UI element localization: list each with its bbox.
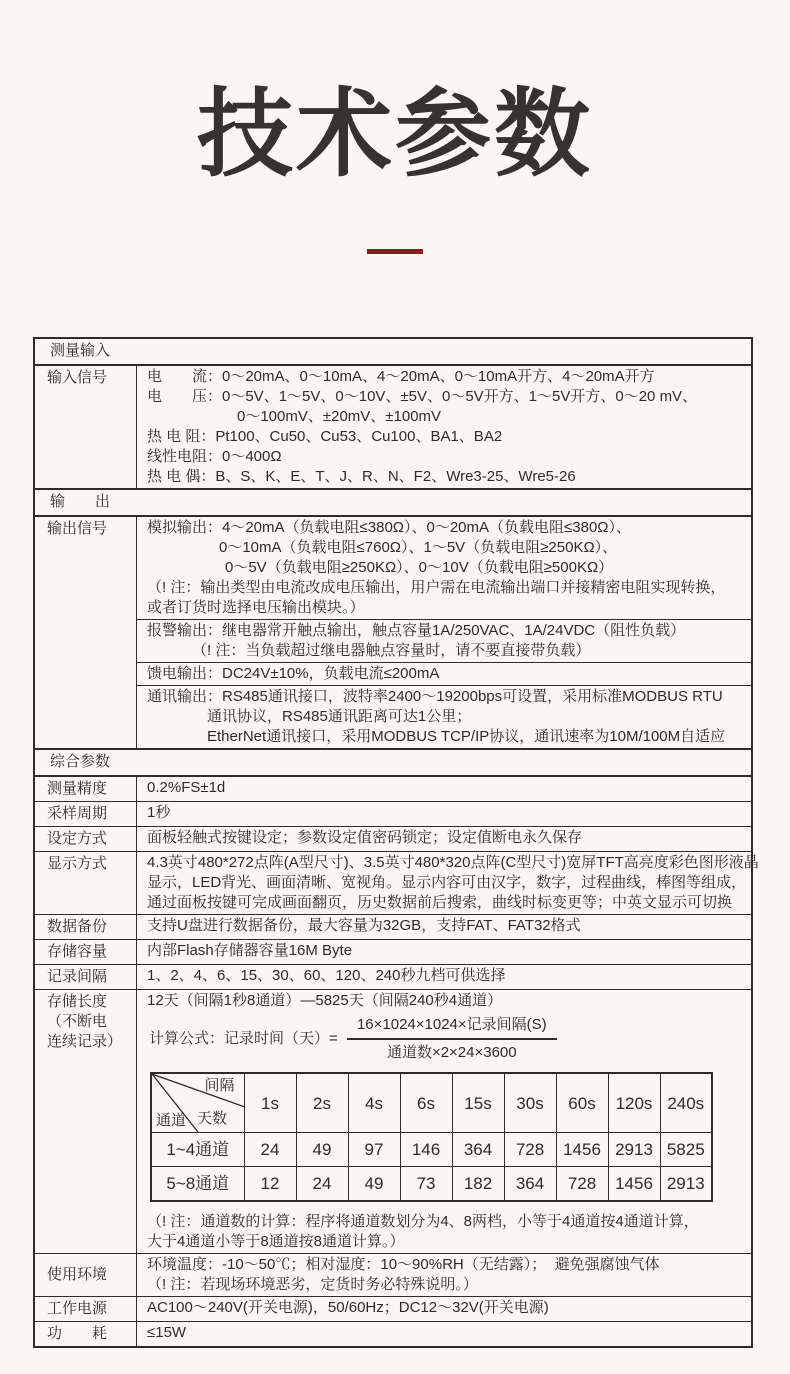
spec-row (35, 826, 751, 851)
row-label-line: 使用环境 (47, 1266, 108, 1283)
row-label (35, 366, 137, 488)
grid-header-row (151, 1073, 712, 1133)
spec-text-line: 热 电 阻：Pt100、Cu50、Cu53、Cu100、BA1、BA2 (147, 428, 503, 445)
spec-text-line: 内部Flash存储器容量16M Byte (147, 942, 353, 959)
grid-interval-cell: 15s (452, 1073, 504, 1133)
spec-text-line: 模拟输出：4～20mA（负载电阻≤380Ω）、0～20mA（负载电阻≤380Ω）、 (147, 519, 632, 536)
spec-text-line: 电 压：0～5V、1～5V、0～10V、±5V、0～5V开方、1～5V开方、0～20 mV、 (147, 388, 698, 405)
row-label (35, 1297, 137, 1321)
row-label-line: 测量精度 (47, 780, 108, 797)
content-block (137, 802, 751, 824)
grid-day-cell: 97 (348, 1133, 400, 1167)
spec-row (35, 989, 751, 1253)
fraction-denominator: 通道数×2×24×3600 (386, 1044, 517, 1061)
spec-row (35, 851, 759, 914)
content-block (137, 517, 751, 619)
grid-corner-cell (151, 1073, 244, 1133)
grid-interval-cell: 2s (296, 1073, 348, 1133)
spec-text-line: 12天（间隔1秒8通道）—5825天（间隔240秒4通道） (147, 992, 503, 1009)
spec-text-line: 1秒 (147, 804, 171, 821)
row-label (35, 1322, 137, 1346)
row-content (137, 777, 751, 801)
grid-interval-cell: 240s (660, 1073, 712, 1133)
spec-text-line: 通讯协议，RS485通讯距离可达1公里； (207, 708, 472, 725)
row-label-line: 连续记录） (47, 1033, 123, 1050)
spec-text-line: 环境温度：-10～50℃；相对湿度：10～90%RH（无结露）； 避免强腐蚀气体 (147, 1256, 660, 1273)
row-content (137, 1322, 751, 1346)
spec-row (35, 1253, 751, 1296)
grid-interval-cell: 120s (608, 1073, 660, 1133)
corner-label-interval: 间隔 (204, 1077, 235, 1094)
row-content (137, 366, 751, 488)
content-block (137, 662, 751, 685)
row-label (35, 915, 137, 939)
corner-label-channel: 通道 (156, 1112, 187, 1129)
section-row (35, 488, 751, 515)
spec-text-line: 0～5V（负载电阻≥250KΩ）、0～10V（负载电阻≥500KΩ） (225, 559, 614, 576)
row-label-line: 工作电源 (47, 1300, 108, 1317)
spec-text-line: 线性电阻：0～400Ω (147, 448, 282, 465)
content-block (137, 990, 751, 1253)
section-row (35, 339, 751, 364)
row-label-line: 存储容量 (47, 943, 108, 960)
grid-day-cell: 24 (244, 1133, 296, 1167)
spec-row (35, 1296, 751, 1321)
spec-row (35, 1321, 751, 1346)
row-content (137, 827, 751, 851)
spec-text-line: 0～10mA（负载电阻≤760Ω）、1～5V（负载电阻≥250KΩ）、 (219, 539, 618, 556)
grid-interval-cell: 1s (244, 1073, 296, 1133)
spec-text-line: 或者订货时选择电压输出模块。） (147, 599, 365, 616)
spec-row (35, 515, 751, 748)
spec-row (35, 964, 751, 989)
row-content (137, 1254, 751, 1296)
spec-text-line: 通讯输出：RS485通讯接口，波特率2400～19200bps可设置，采用标准MODBUS RTU (147, 688, 723, 705)
content-block (137, 940, 751, 962)
row-label (35, 517, 137, 748)
grid-row-label: 5~8通道 (151, 1167, 244, 1202)
grid-day-cell: 2913 (608, 1133, 660, 1167)
content-block (137, 366, 751, 488)
spec-table (33, 337, 759, 1348)
spec-text-line: （! 注：若现场环境恶劣，定货时务必特殊说明。） (147, 1276, 478, 1293)
row-content (137, 802, 751, 826)
row-label (35, 990, 137, 1253)
row-label (35, 940, 137, 964)
row-content (137, 517, 751, 748)
row-label-line: 输出信号 (47, 520, 108, 537)
spec-row (35, 939, 751, 964)
grid-day-cell: 364 (452, 1133, 504, 1167)
content-block (137, 1322, 751, 1344)
corner-label-days: 天数 (197, 1110, 228, 1127)
section-row (35, 748, 751, 775)
spec-row (35, 801, 751, 826)
row-content (137, 1297, 751, 1321)
grid-day-cell: 49 (296, 1133, 348, 1167)
grid-day-cell: 1456 (608, 1167, 660, 1202)
grid-day-cell: 182 (452, 1167, 504, 1202)
row-content (137, 990, 751, 1253)
row-label-line: 设定方式 (47, 830, 108, 847)
content-block (137, 915, 751, 937)
row-label-line: 记录间隔 (47, 968, 108, 985)
row-label (35, 965, 137, 989)
row-label-line: 数据备份 (47, 918, 108, 935)
spec-text-line: AC100～240V(开关电源)，50/60Hz；DC12～32V(开关电源) (147, 1299, 549, 1316)
fraction-numerator: 16×1024×1024×记录间隔(S) (347, 1015, 557, 1040)
content-block (137, 827, 751, 849)
grid-day-cell: 5825 (660, 1133, 712, 1167)
row-label-line: 功 耗 (47, 1325, 108, 1342)
spec-row (35, 914, 751, 939)
content-block (137, 965, 751, 987)
spec-text-line: 报警输出：继电器常开触点输出，触点容量1A/250VAC、1A/24VDC（阻性负载） (147, 622, 686, 639)
row-label (35, 802, 137, 826)
grid-day-cell: 728 (504, 1133, 556, 1167)
spec-text-line: 馈电输出：DC24V±10%，负载电流≤200mA (147, 665, 440, 682)
storage-formula (137, 1011, 751, 1067)
spec-text-line: 0～100mV、±20mV、±100mV (237, 408, 442, 425)
grid-data-row (151, 1167, 712, 1202)
spec-text-line: 显示，LED背光、画面清晰、宽视角。显示内容可由汉字，数字，过程曲线，棒图等组成， (147, 874, 747, 891)
row-label (35, 777, 137, 801)
content-block (137, 1297, 751, 1319)
grid-day-cell: 728 (556, 1167, 608, 1202)
spec-text-line: 4.3英寸480*272点阵(A型尺寸)、3.5英寸480*320点阵(C型尺寸)宽屏TFT高亮度彩色图形液晶 (147, 854, 759, 871)
grid-day-cell: 12 (244, 1167, 296, 1202)
spec-text-line: 大于4通道小等于8通道按8通道计算。） (147, 1233, 405, 1250)
row-content (137, 940, 751, 964)
row-label (35, 1254, 137, 1296)
formula-prefix: 计算公式：记录时间（天）= (149, 1030, 342, 1047)
content-block (137, 1254, 751, 1296)
row-label-line: 存储长度 (47, 993, 108, 1010)
grid-interval-cell: 4s (348, 1073, 400, 1133)
row-content (137, 915, 751, 939)
grid-interval-cell: 60s (556, 1073, 608, 1133)
spec-text-line: 热 电 偶：B、S、K、E、T、J、R、N、F2、Wre3-25、Wre5-26 (147, 468, 576, 485)
spec-text-line: （! 注：输出类型由电流改成电压输出，用户需在电流输出端口并接精密电阻实现转换， (147, 579, 726, 596)
spec-text-line: 支持U盘进行数据备份，最大容量为32GB，支持FAT、FAT32格式 (147, 917, 581, 934)
spec-text-line: 0.2%FS±1d (147, 779, 226, 796)
grid-row-label: 1~4通道 (151, 1133, 244, 1167)
spec-text-line: 电 流：0～20mA、0～10mA、4～20mA、0～10mA开方、4～20mA开方 (147, 368, 655, 385)
row-content (137, 965, 751, 989)
spec-row (35, 775, 751, 801)
spec-text-line: ≤15W (147, 1324, 187, 1341)
storage-days-table (150, 1072, 713, 1202)
content-block (137, 685, 751, 748)
spec-text-line: EtherNet通讯接口，采用MODBUS TCP/IP协议，通讯速率为10M/100M自适应 (207, 728, 726, 745)
row-label (35, 827, 137, 851)
page-title: 技术参数 (197, 81, 593, 188)
content-block (137, 852, 759, 914)
grid-day-cell: 49 (348, 1167, 400, 1202)
grid-day-cell: 2913 (660, 1167, 712, 1202)
spec-text-line: 1、2、4、6、15、30、60、120、240秒九档可供选择 (147, 967, 506, 984)
spec-text-line: （! 注：通道数的计算：程序将通道数划分为4、8两档，小等于4通道按4通道计算， (147, 1213, 699, 1230)
spec-row (35, 364, 751, 488)
row-label-line: 采样周期 (47, 805, 108, 822)
spec-text-line: （! 注：当负载超过继电器触点容量时，请不要直接带负载） (192, 642, 591, 659)
row-label-line: 显示方式 (47, 855, 108, 872)
content-block (137, 619, 751, 662)
section-label: 测量输入 (50, 342, 111, 359)
row-content (137, 852, 759, 914)
grid-interval-cell: 30s (504, 1073, 556, 1133)
section-label: 综合参数 (50, 753, 111, 770)
title-accent-dash (367, 249, 423, 254)
section-label: 输 出 (50, 493, 111, 510)
content-block (137, 777, 751, 799)
grid-day-cell: 364 (504, 1167, 556, 1202)
grid-interval-cell: 6s (400, 1073, 452, 1133)
grid-day-cell: 146 (400, 1133, 452, 1167)
formula-fraction (347, 1015, 557, 1063)
grid-data-row (151, 1133, 712, 1167)
row-label (35, 852, 137, 914)
grid-day-cell: 24 (296, 1167, 348, 1202)
spec-text-line: 通过面板按键可完成画面翻页，历史数据前后搜索，曲线时标变更等；中英文显示可切换 (147, 894, 733, 911)
spec-text-line: 面板轻触式按键设定；参数设定值密码锁定；设定值断电永久保存 (147, 829, 583, 846)
row-label-line: （不断电 (47, 1013, 108, 1030)
grid-day-cell: 1456 (556, 1133, 608, 1167)
grid-day-cell: 73 (400, 1167, 452, 1202)
row-label-line: 输入信号 (47, 369, 108, 386)
